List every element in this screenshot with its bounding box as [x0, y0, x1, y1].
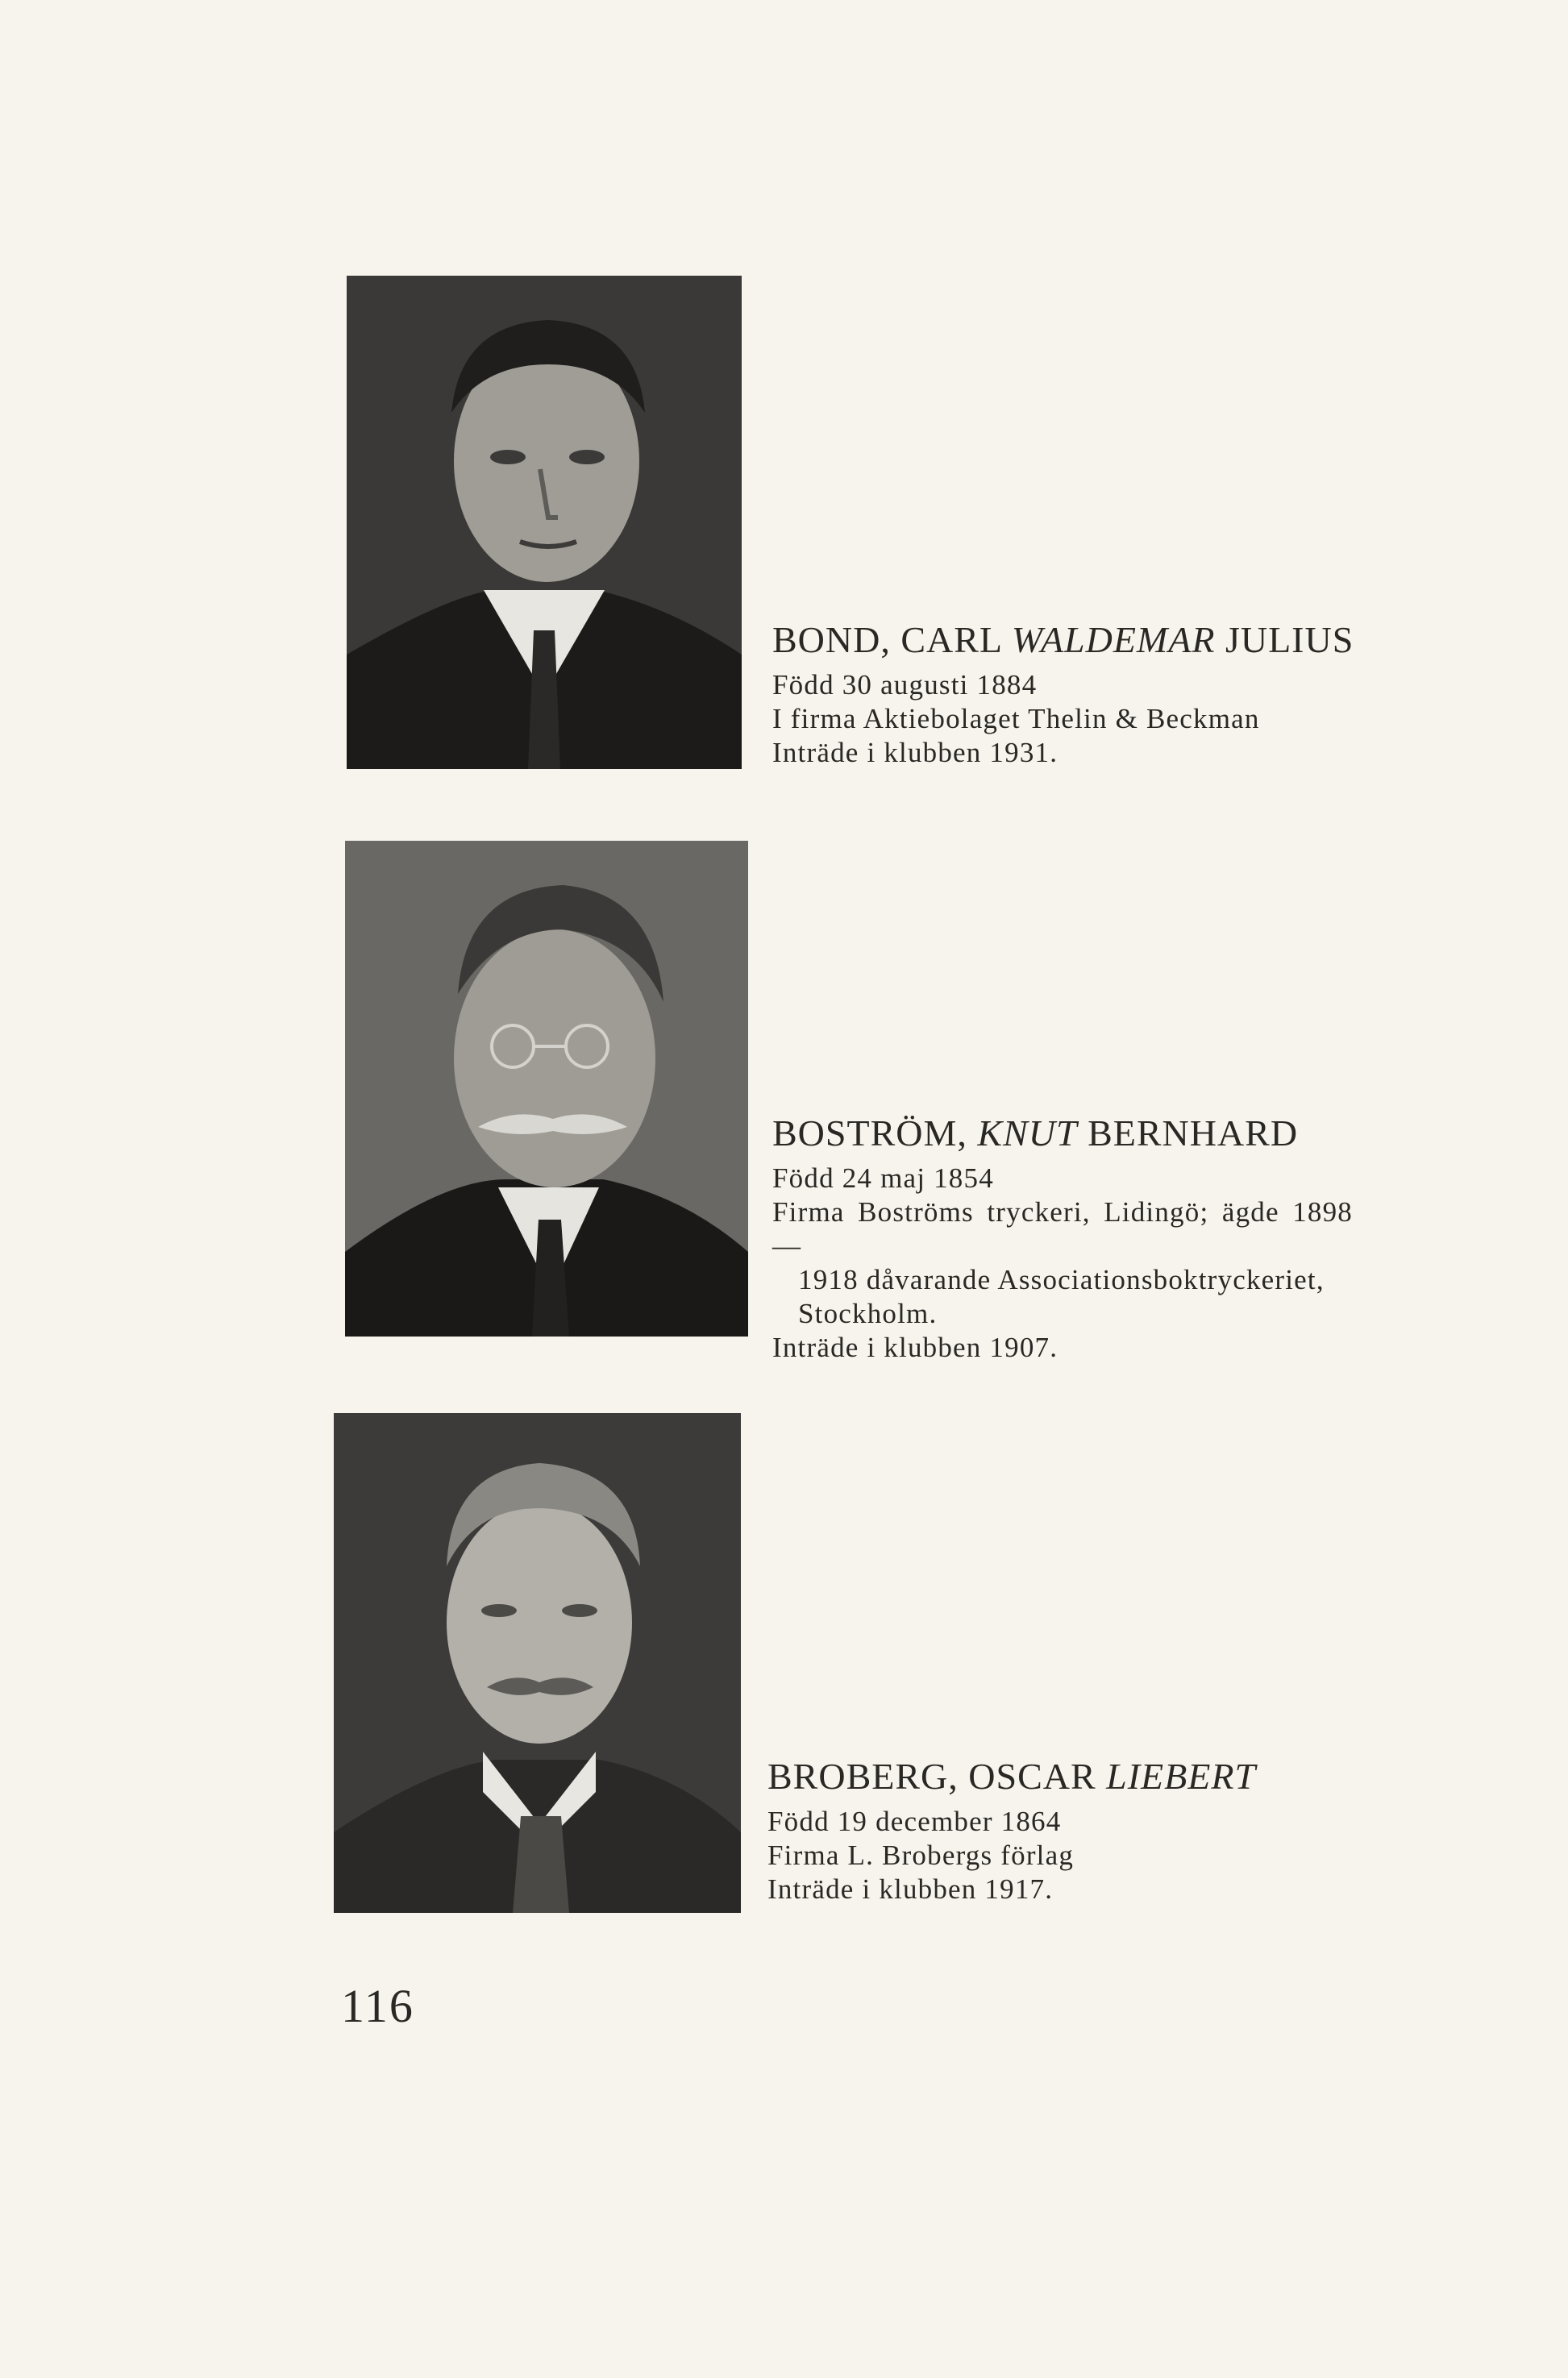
page-number: 116 [341, 1980, 414, 2032]
entry-name [767, 1756, 1348, 1798]
given-name: JULIUS [1225, 619, 1354, 660]
club-entry-date: Inträde i klubben 1917. [767, 1873, 1054, 1905]
given-name-italic: LIEBERT [1106, 1756, 1257, 1797]
surname: BROBERG, [767, 1756, 959, 1797]
club-entry-date: Inträde i klubben 1907. [772, 1331, 1059, 1363]
firm-line: Firma L. Brobergs förlag [767, 1839, 1075, 1871]
firm-line: Firma Boströms tryckeri, Lidingö; ägde 1898— [772, 1195, 1353, 1262]
given-name: CARL [900, 619, 1002, 660]
entry-bostrom [772, 1112, 1353, 1365]
entry-broberg [767, 1756, 1348, 1906]
birth-date: Född 19 december 1864 [767, 1805, 1062, 1837]
birth-date: Född 30 augusti 1884 [772, 668, 1038, 701]
entry-bond [772, 619, 1385, 770]
entry-name [772, 619, 1385, 662]
portrait-bostrom-image [345, 841, 748, 1337]
surname: BOND, [772, 619, 891, 660]
birth-date: Född 24 maj 1854 [772, 1162, 994, 1194]
entry-name [772, 1112, 1353, 1155]
club-entry-date: Inträde i klubben 1931. [772, 736, 1059, 768]
portrait-bond-image [347, 276, 742, 769]
surname: BOSTRÖM, [772, 1112, 967, 1154]
firm-line: 1918 dåvarande Associationsboktryckeriet, [798, 1263, 1325, 1295]
given-name: OSCAR [968, 1756, 1096, 1797]
given-name: BERNHARD [1088, 1112, 1299, 1154]
portrait-photo-bond [347, 276, 742, 769]
portrait-photo-broberg [334, 1413, 741, 1913]
given-name-italic: KNUT [977, 1112, 1078, 1154]
firm-line: Stockholm. [798, 1297, 938, 1329]
portrait-broberg-image [334, 1413, 741, 1913]
given-name-italic: WALDEMAR [1011, 619, 1216, 660]
portrait-photo-bostrom [345, 841, 748, 1337]
firm-line: I firma Aktiebolaget Thelin & Beckman [772, 702, 1260, 734]
